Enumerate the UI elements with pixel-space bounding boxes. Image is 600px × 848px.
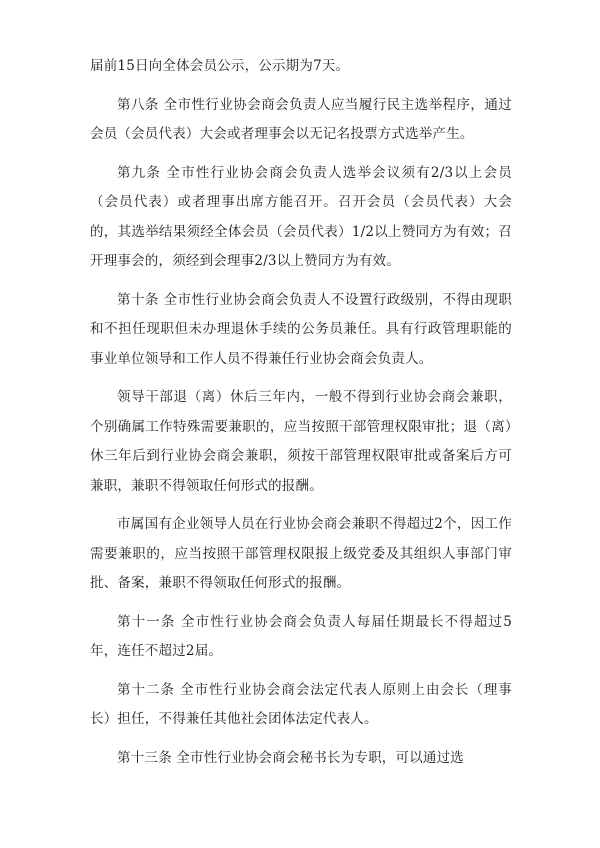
paragraph-continuation: 届前15日向全体会员公示，公示期为7天。 (90, 58, 350, 74)
article-10-retired-officials: 领导干部退（离）休后三年内，一般不得到行业协会商会兼职，个别确属工作特殊需要兼职的，应当按照干部管理权限审批；退（离）休三年后到行业协会商会兼职，须按干部管理权限审批或备案后方可兼职，兼职不得领取任何形式的报酬。 (90, 389, 512, 494)
article-9: 第九条 全市性行业协会商会负责人选举会议须有2/3以上会员（会员代表）或者理事出席方能召开。召开会员（会员代表）大会的，其选举结果须经全体会员（会员代表）1/2以上赞同方为有效；召开理事会的，须经到会理事2/3以上赞同方为有效。 (90, 164, 512, 269)
article-12: 第十二条 全市性行业协会商会法定代表人原则上由会长（理事长）担任，不得兼任其他社会团体法定代表人。 (90, 681, 512, 727)
article-13: 第十三条 全市性行业协会商会秘书长为专职，可以通过选 (117, 749, 464, 766)
article-11: 第十一条 全市性行业协会商会负责人每届任期最长不得超过5年，连任不超过2届。 (90, 613, 512, 659)
article-10: 第十条 全市性行业协会商会负责人不设置行政级别，不得由现职和不担任现职但未办理退休手续的公务员兼任。具有行政管理职能的事业单位领导和工作人员不得兼任行业协会商会负责人。 (90, 291, 512, 367)
article-8: 第八条 全市性行业协会商会负责人应当履行民主选举程序，通过会员（会员代表）大会或者理事会以无记名投票方式选举产生。 (90, 96, 512, 142)
article-10-soe-leaders: 市属国有企业领导人员在行业协会商会兼职不得超过2个，因工作需要兼职的，应当按照干部管理权限报上级党委及其组织人事部门审批、备案，兼职不得领取任何形式的报酬。 (90, 516, 512, 591)
